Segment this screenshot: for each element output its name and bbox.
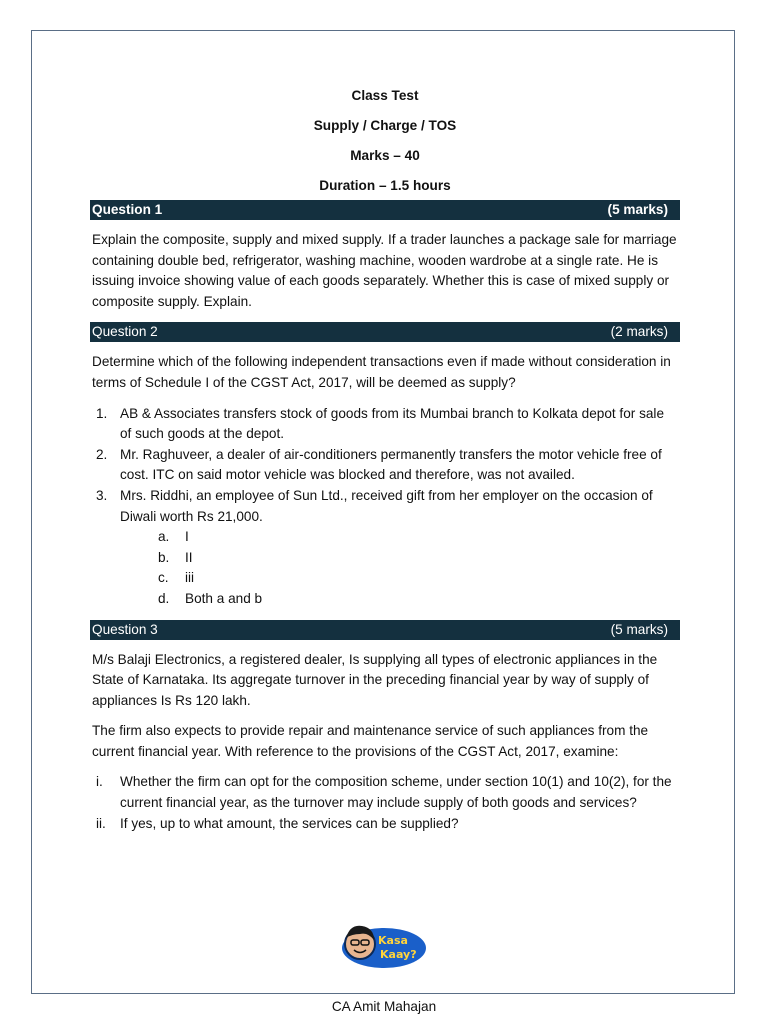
list-item: 3. Mrs. Riddhi, an employee of Sun Ltd., received gift from her employer on the occasion of Diwali worth Rs 21,000. [96,487,653,524]
question-3-label: Question 3 [92,621,158,637]
doc-marks: Marks – 40 [350,148,420,163]
question-3-text-2: The firm also expects to provide repair and maintenance service of such appliances from the current financial year. With reference to the provisions of the CGST Act, 2017, examine: [92,723,649,759]
kasa-kaay-logo [340,918,428,972]
list-item: ii. If yes, up to what amount, the services can be supplied? [96,815,459,831]
question-1-marks: (5 marks) [607,202,668,217]
question-3-header [90,620,680,640]
doc-title: Class Test [351,88,419,103]
question-2-label: Question 2 [92,324,158,340]
doc-duration: Duration – 1.5 hours [319,178,451,193]
logo-icon [340,918,428,972]
question-2-marks: (2 marks) [610,324,668,340]
svg-text:Kasa: Kasa [378,934,408,947]
question-1-text: Explain the composite, supply and mixed supply. If a trader launches a package sale for marriage containing double bed, refrigerator, washing machine, wooden wardrobe at a single rate. He is issuing invoice showing value of each goods separately. Whether this is case of mixed supply or composite supply. Explain. [92,232,677,309]
list-item: 2. Mr. Raghuveer, a dealer of air-conditioners permanently transfers the motor vehicle free of cost. ITC on said motor vehicle was blocked and therefore, was not availed. [96,446,662,483]
question-2-list [92,404,678,528]
option-item: d. Both a and b [158,590,263,606]
question-1-header [90,200,680,220]
doc-subject: Supply / Charge / TOS [313,118,457,133]
question-3-list [92,772,678,834]
footer-author: CA Amit Mahajan [331,999,437,1014]
list-item: 1. AB & Associates transfers stock of goods from its Mumbai branch to Kolkata depot for sale of such goods at the depot. [96,405,665,442]
document-content [92,86,678,834]
list-item: i. Whether the firm can opt for the composition scheme, under section 10(1) and 10(2), for the current financial year, as the turnover may include supply of both goods and services? [96,774,672,811]
option-item: b. II [158,549,193,565]
question-3-marks: (5 marks) [610,621,668,637]
question-3-text: M/s Balaji Electronics, a registered dealer, Is supplying all types of electronic appliances in the State of Karnataka. Its aggregate turnover in the preceding financial year by way of supply of appliances Is Rs 120 lakh. [92,651,658,708]
option-item: c. iii [158,570,195,586]
question-1-label: Question 1 [92,202,163,217]
svg-text:Kaay?: Kaay? [380,948,417,961]
question-2-options [158,527,678,609]
question-2-text: Determine which of the following independent transactions even if made without consideration in terms of Schedule I of the CGST Act, 2017, will be deemed as supply? [92,354,671,390]
option-item: a. I [158,529,189,545]
question-2-header [90,322,680,342]
